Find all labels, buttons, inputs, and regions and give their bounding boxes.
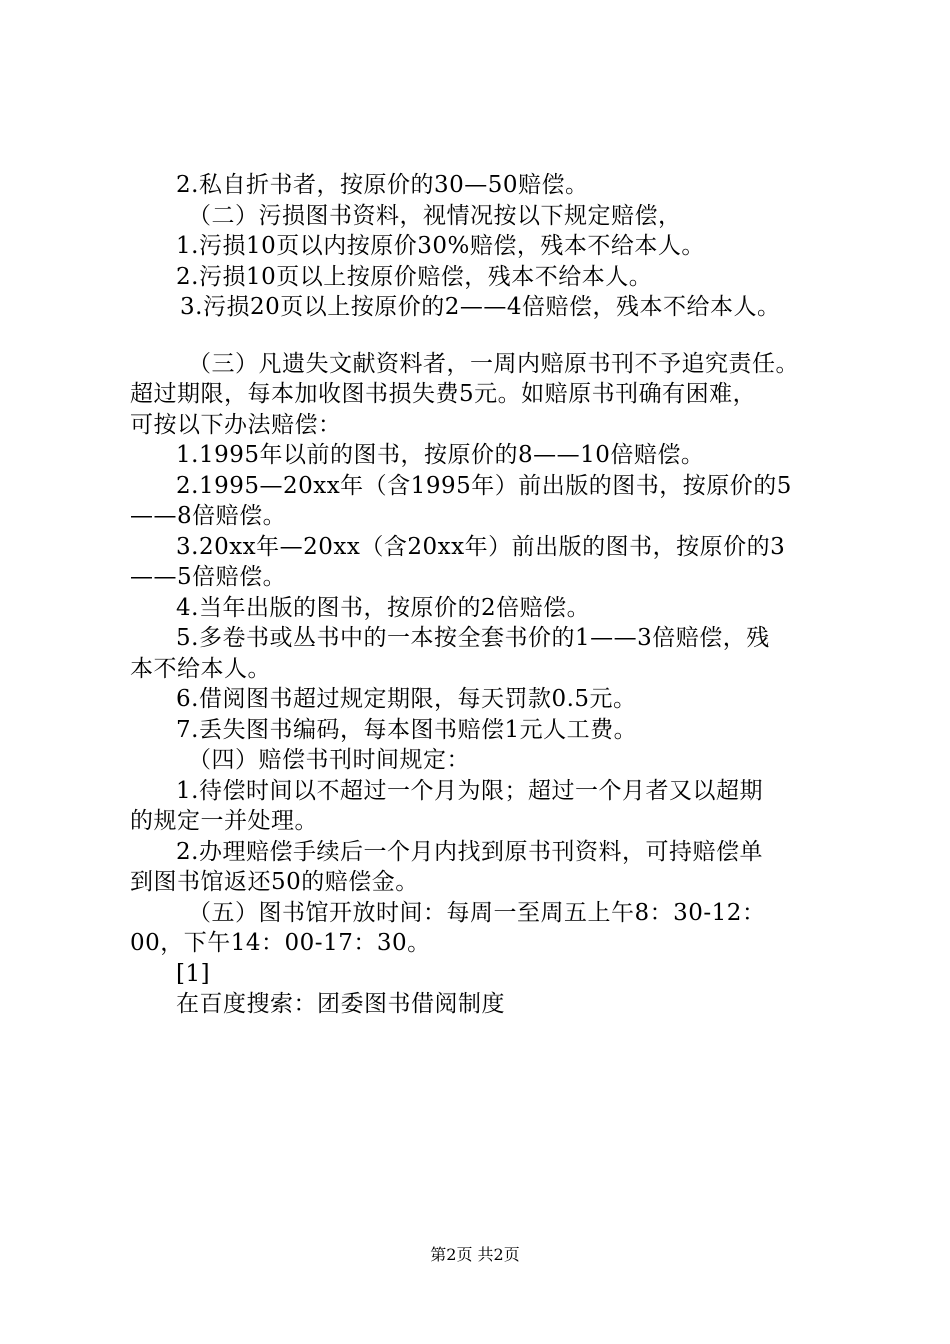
text-line: 7.丢失图书编码，每本图书赔偿1元人工费。 — [176, 716, 638, 743]
section-heading: （二）污损图书资料，视情况按以下规定赔偿， — [188, 202, 682, 229]
page-footer: 第2页 共2页 — [430, 1245, 520, 1264]
text-line: 3.20xx年—20xx（含20xx年）前出版的图书，按原价的3 — [176, 533, 786, 560]
text-line: 4.当年出版的图书，按原价的2倍赔偿。 — [176, 594, 591, 621]
section-heading: （四）赔偿书刊时间规定： — [188, 747, 470, 773]
section-heading: （三）凡遗失文献资料者，一周内赔原书刊不予追究责任。 — [188, 350, 799, 377]
document-body — [130, 170, 835, 1020]
text-line: ——8倍赔偿。 — [130, 503, 287, 529]
text-line: ——5倍赔偿。 — [130, 564, 287, 590]
text-line: 超过期限，每本加收图书损失费5元。如赔原书刊确有困难， — [130, 381, 757, 407]
text-line: 1.1995年以前的图书，按原价的8——10倍赔偿。 — [176, 442, 705, 468]
text-line: 本不给本人。 — [130, 655, 271, 682]
search-line: 在百度搜索：团委图书借阅制度 — [176, 991, 505, 1017]
reference-marker: [1] — [176, 960, 211, 987]
section-heading: （五）图书馆开放时间：每周一至周五上午8：30-12： — [188, 899, 766, 926]
text-line: 5.多卷书或丛书中的一本按全套书价的1——3倍赔偿，残 — [176, 625, 770, 651]
text-line: 2.私自折书者，按原价的30—50赔偿。 — [176, 172, 589, 198]
text-line: 1.待偿时间以不超过一个月为限；超过一个月者又以超期 — [176, 777, 763, 804]
text-line: 3.污损20页以上按原价的2——4倍赔偿，残本不给本人。 — [180, 294, 781, 320]
text-line: 6.借阅图书超过规定期限，每天罚款0.5元。 — [176, 686, 637, 712]
text-line: 可按以下办法赔偿： — [130, 411, 342, 438]
paragraph-gap — [130, 323, 835, 349]
text-line: 2.办理赔偿手续后一个月内找到原书刊资料，可持赔偿单 — [176, 838, 763, 865]
text-line: 2.1995—20xx年（含1995年）前出版的图书，按原价的5 — [176, 472, 792, 499]
text-line: 到图书馆返还50的赔偿金。 — [130, 869, 419, 895]
text-line: 2.污损10页以上按原价赔偿，残本不给本人。 — [176, 263, 653, 290]
text-line: 00，下午14：00-17：30。 — [130, 930, 431, 956]
text-line: 的规定一并处理。 — [130, 808, 318, 834]
text-line: 1.污损10页以内按原价30%赔偿，残本不给本人。 — [176, 233, 705, 259]
